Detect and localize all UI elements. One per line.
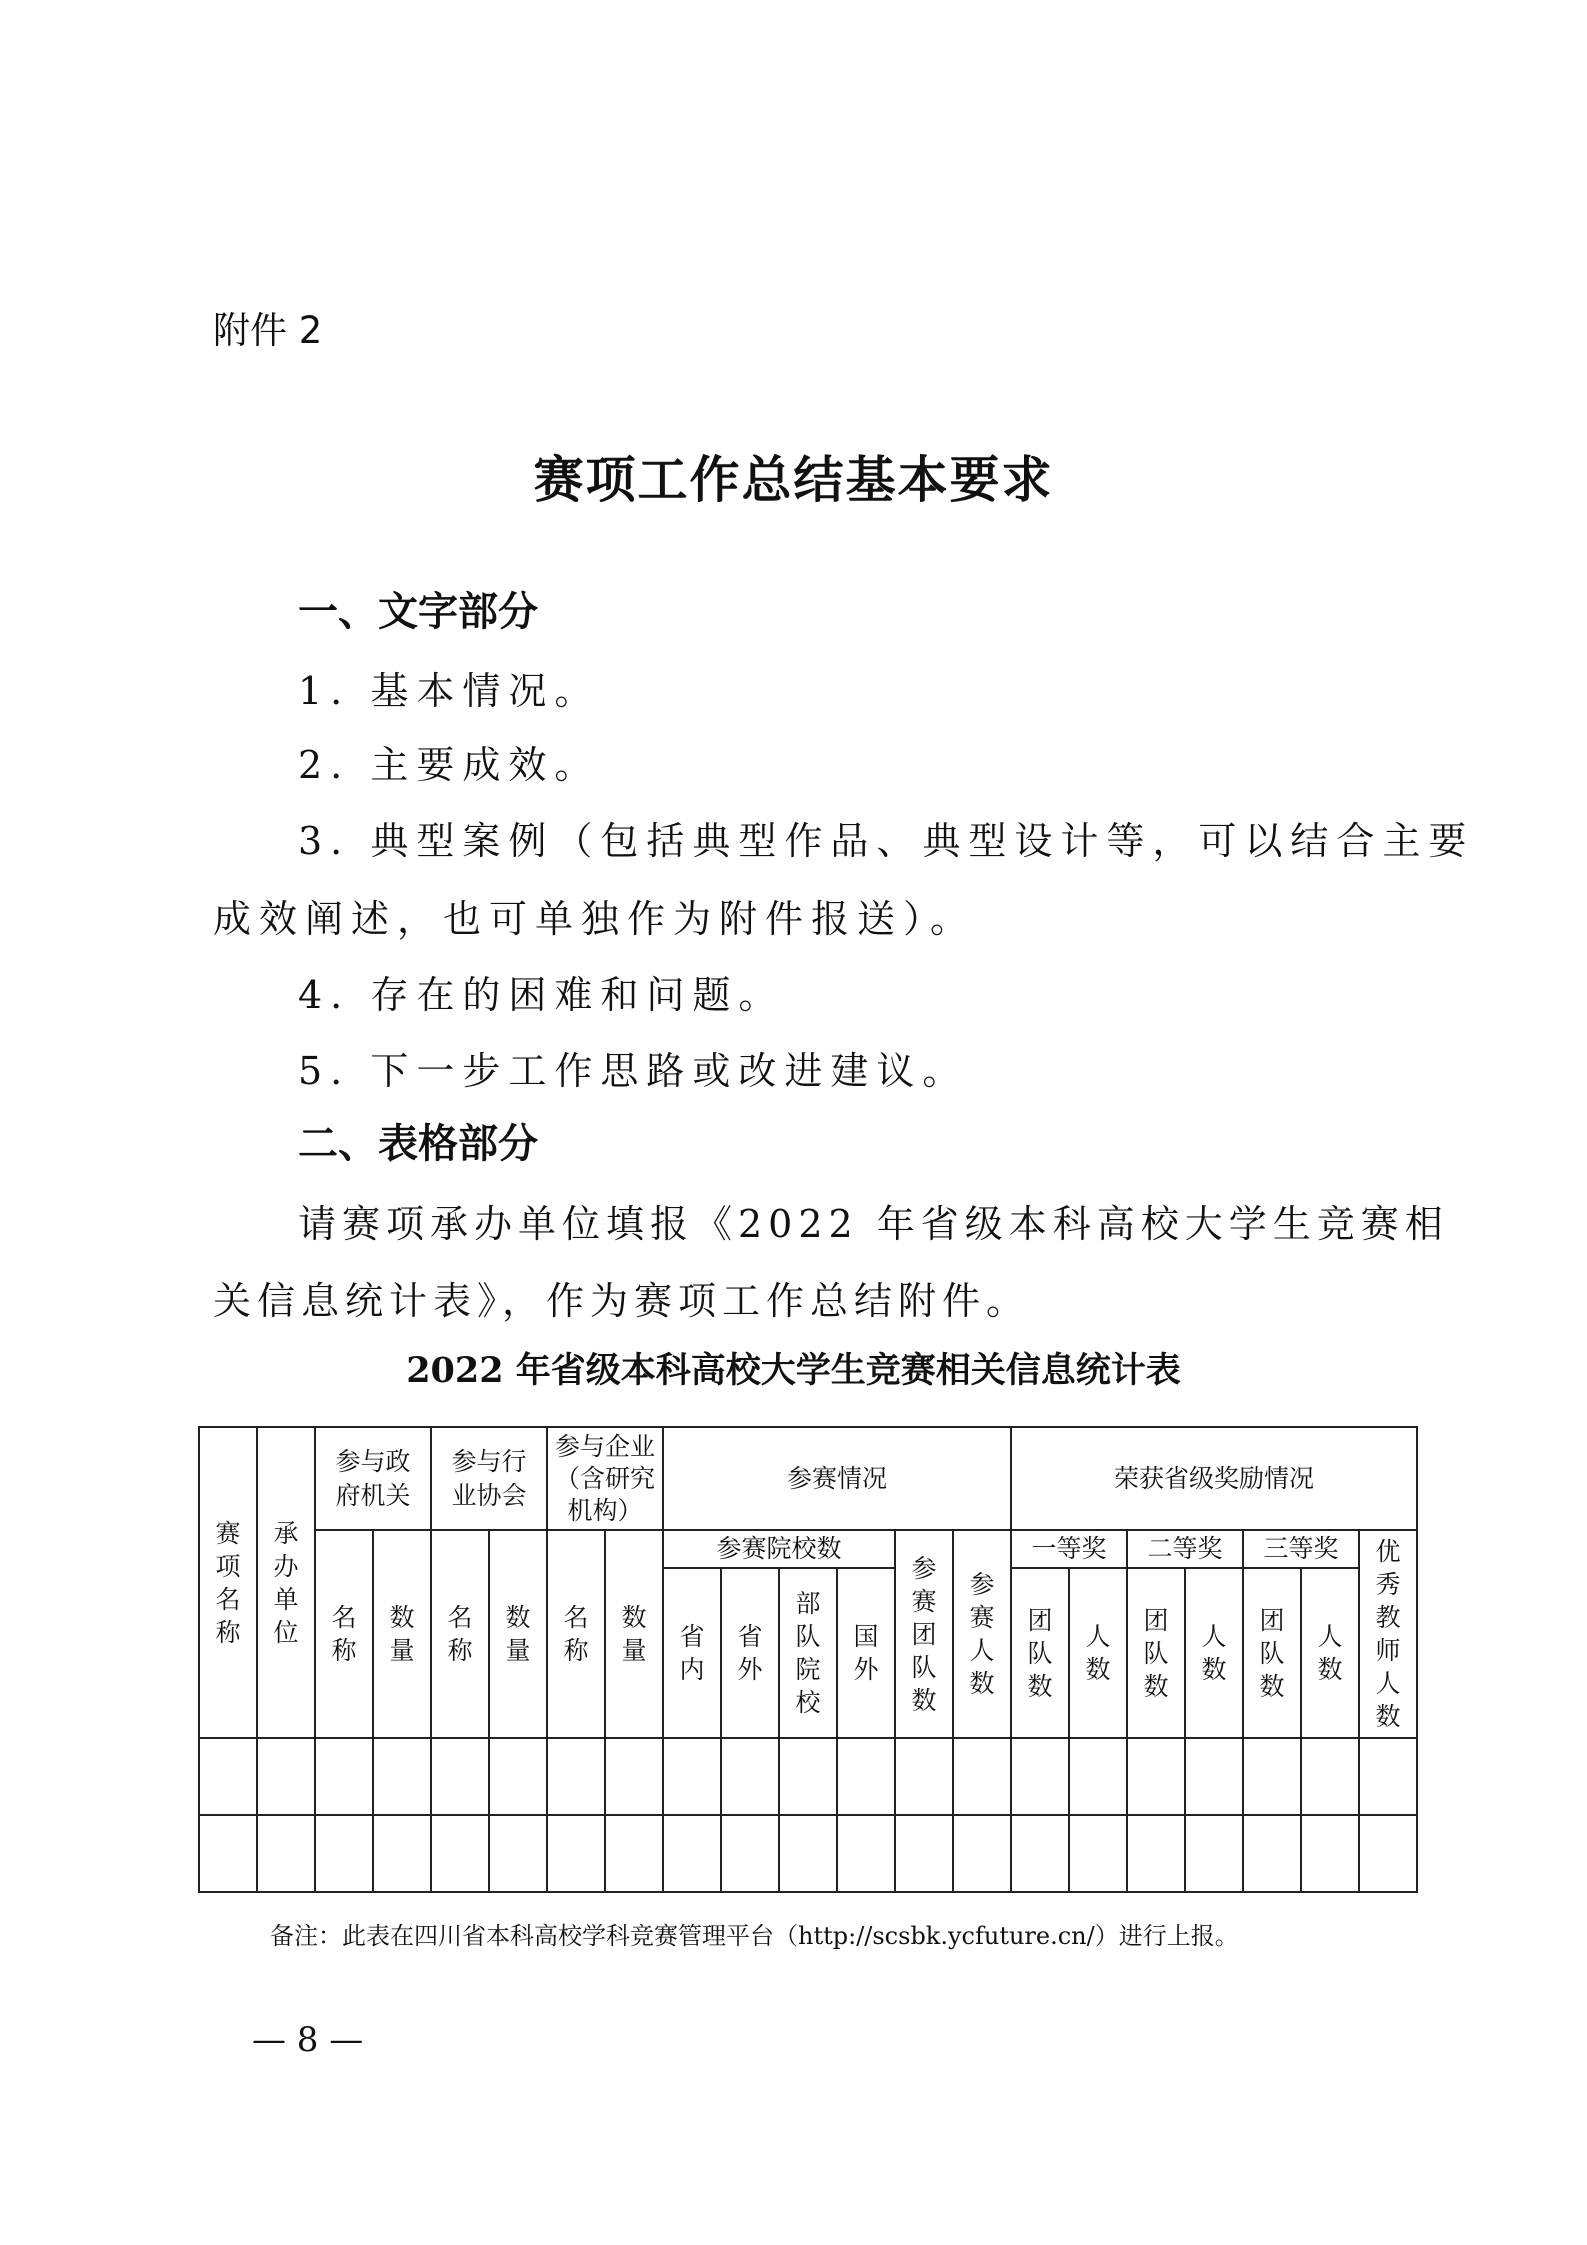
paragraph-line: 请赛项承办单位填报《2022 年省级本科高校大学生竞赛相 (298, 1202, 1449, 1246)
header-military: 部队院校 (779, 1568, 837, 1738)
table-note: 备注：此表在四川省本科高校学科竞赛管理平台（http://scsbk.ycfuture.cn/）进行上报。 (270, 1922, 1239, 1950)
header-schools-count: 参赛院校数 (663, 1530, 895, 1568)
list-item-continuation: 成效阐述，也可单独作为附件报送）。 (213, 897, 977, 941)
page-number: — 8 — (252, 2020, 364, 2060)
list-item: 1. 基本情况。 (298, 669, 601, 713)
header-in-province: 省内 (663, 1568, 721, 1738)
header-gov-quantity: 数量 (373, 1530, 431, 1738)
header-assoc-group: 参与行业协会 (431, 1427, 547, 1530)
header-first-teams: 团队数 (1011, 1568, 1069, 1738)
header-first-persons: 人数 (1069, 1568, 1127, 1738)
header-third-prize: 三等奖 (1243, 1530, 1359, 1568)
header-assoc-name: 名称 (431, 1530, 489, 1738)
header-awards: 荣获省级奖励情况 (1011, 1427, 1417, 1530)
list-item: 3. 典型案例（包括典型作品、典型设计等，可以结合主要 (298, 819, 1475, 863)
header-ent-name: 名称 (547, 1530, 605, 1738)
header-third-persons: 人数 (1301, 1568, 1359, 1738)
header-second-teams: 团队数 (1127, 1568, 1185, 1738)
attachment-label: 附件 2 (213, 309, 323, 352)
header-teams-count: 参赛团队数 (895, 1530, 953, 1738)
header-enterprise-group: 参与企业（含研究机构） (547, 1427, 663, 1530)
header-ent-quantity: 数量 (605, 1530, 663, 1738)
statistics-table (198, 1426, 1418, 1893)
header-gov-name: 名称 (315, 1530, 373, 1738)
table-row (199, 1815, 1417, 1892)
header-assoc-quantity: 数量 (489, 1530, 547, 1738)
list-item: 5. 下一步工作思路或改进建议。 (298, 1049, 969, 1093)
header-second-persons: 人数 (1185, 1568, 1243, 1738)
header-organizer: 承办单位 (257, 1427, 315, 1738)
header-foreign: 国外 (837, 1568, 895, 1738)
page-title: 赛项工作总结基本要求 (533, 450, 1054, 509)
section-heading-text: 一、文字部分 (298, 589, 538, 635)
header-third-teams: 团队数 (1243, 1568, 1301, 1738)
header-out-province: 省外 (721, 1568, 779, 1738)
header-people-count: 参赛人数 (953, 1530, 1011, 1738)
list-item: 4. 存在的困难和问题。 (298, 973, 785, 1017)
table-row (199, 1738, 1417, 1815)
header-participation: 参赛情况 (663, 1427, 1011, 1530)
section-heading-table: 二、表格部分 (298, 1121, 538, 1167)
header-event-name: 赛项名称 (199, 1427, 257, 1738)
header-excellent-teachers: 优秀教师人数 (1359, 1530, 1417, 1738)
table-title: 2022 年省级本科高校大学生竞赛相关信息统计表 (406, 1350, 1181, 1391)
header-gov-group: 参与政府机关 (315, 1427, 431, 1530)
header-second-prize: 二等奖 (1127, 1530, 1243, 1568)
list-item: 2. 主要成效。 (298, 743, 601, 787)
paragraph-line: 关信息统计表》，作为赛项工作总结附件。 (213, 1279, 1031, 1323)
header-first-prize: 一等奖 (1011, 1530, 1127, 1568)
